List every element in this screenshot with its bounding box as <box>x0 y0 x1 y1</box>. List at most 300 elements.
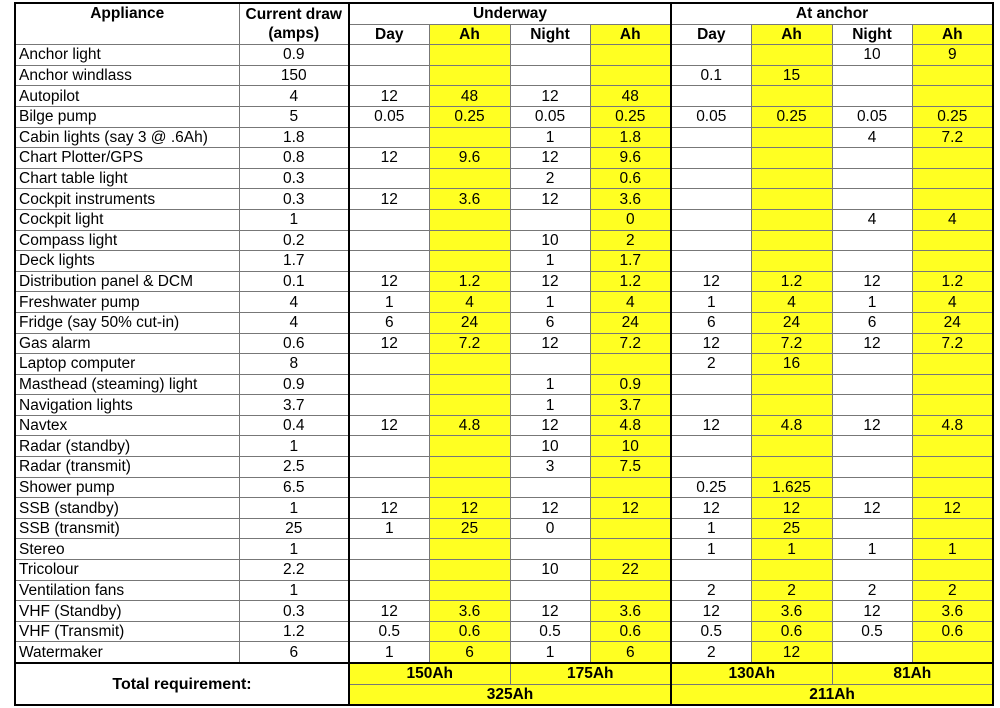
anchor-night-ah: 1 <box>912 539 993 560</box>
anchor-night-ah: 12 <box>912 498 993 519</box>
anchor-day-hours <box>671 189 751 210</box>
underway-night-hours: 12 <box>510 333 590 354</box>
underway-night-ah: 4.8 <box>590 415 671 436</box>
underway-night-hours: 1 <box>510 395 590 416</box>
underway-night-hours: 12 <box>510 86 590 107</box>
underway-night-ah: 7.2 <box>590 333 671 354</box>
current-draw-value: 150 <box>239 65 349 86</box>
anchor-night-hours <box>832 374 912 395</box>
appliance-name: Masthead (steaming) light <box>15 374 239 395</box>
underway-night-hours: 12 <box>510 148 590 169</box>
underway-night-ah: 4 <box>590 292 671 313</box>
anchor-night-hours <box>832 354 912 375</box>
underway-day-ah <box>429 395 510 416</box>
underway-day-hours <box>349 354 429 375</box>
underway-night-hours <box>510 209 590 230</box>
underway-night-hours <box>510 354 590 375</box>
underway-day-ah: 3.6 <box>429 601 510 622</box>
table-row <box>15 168 993 189</box>
current-draw-value: 1 <box>239 539 349 560</box>
appliance-rows <box>15 45 993 663</box>
anchor-night-hours: 0.05 <box>832 106 912 127</box>
underway-day-ah <box>429 251 510 272</box>
underway-day-hours <box>349 457 429 478</box>
current-draw-value: 2.5 <box>239 457 349 478</box>
anchor-day-ah <box>751 251 832 272</box>
underway-day-ah: 3.6 <box>429 189 510 210</box>
anchor-day-ah: 4 <box>751 292 832 313</box>
anchor-day-hours: 1 <box>671 292 751 313</box>
table-row <box>15 395 993 416</box>
underway-night-hours <box>510 65 590 86</box>
anchor-day-ah <box>751 560 832 581</box>
anchor-day-ah: 3.6 <box>751 601 832 622</box>
underway-day-hours: 1 <box>349 642 429 663</box>
underway-day-hours: 6 <box>349 312 429 333</box>
underway-day-hours: 1 <box>349 518 429 539</box>
appliance-name: Ventilation fans <box>15 580 239 601</box>
anchor-day-ah <box>751 230 832 251</box>
table-row <box>15 271 993 292</box>
current-draw-header-line1: Current draw <box>245 6 342 24</box>
anchor-night-ah: 9 <box>912 45 993 66</box>
anchor-day-hours: 0.1 <box>671 65 751 86</box>
anchor-day-ah: 0.6 <box>751 621 832 642</box>
table-row <box>15 230 993 251</box>
anchor-night-ah: 7.2 <box>912 127 993 148</box>
underway-day-hours: 12 <box>349 148 429 169</box>
anchor-day-ah: 1 <box>751 539 832 560</box>
anchor-night-hours: 4 <box>832 127 912 148</box>
anchor-day-ah: 12 <box>751 642 832 663</box>
current-draw-value: 0.2 <box>239 230 349 251</box>
anchor-day-ah <box>751 436 832 457</box>
current-draw-value: 1 <box>239 436 349 457</box>
appliance-name: Chart table light <box>15 168 239 189</box>
underway-night-hours: 10 <box>510 436 590 457</box>
underway-night-hours: 1 <box>510 127 590 148</box>
appliance-name: Watermaker <box>15 642 239 663</box>
appliance-name: Stereo <box>15 539 239 560</box>
anchor-day-ah: 0.25 <box>751 106 832 127</box>
anchor-night-ah <box>912 374 993 395</box>
anchor-day-hours: 12 <box>671 601 751 622</box>
underway-day-hours <box>349 230 429 251</box>
current-draw-header-line2: (amps) <box>268 25 320 43</box>
anchor-day-ah: 16 <box>751 354 832 375</box>
underway-night-ah: 2 <box>590 230 671 251</box>
anchor-day-ah <box>751 148 832 169</box>
anchor-day-header: Day <box>671 24 751 45</box>
anchor-day-hours: 12 <box>671 333 751 354</box>
underway-day-ah <box>429 457 510 478</box>
table-row <box>15 580 993 601</box>
underway-night-ah: 10 <box>590 436 671 457</box>
underway-day-ah <box>429 436 510 457</box>
current-draw-value: 6 <box>239 642 349 663</box>
appliance-name: Compass light <box>15 230 239 251</box>
anchor-night-ah: 3.6 <box>912 601 993 622</box>
anchor-night-ah <box>912 354 993 375</box>
underway-night-ah: 1.2 <box>590 271 671 292</box>
underway-day-hours <box>349 436 429 457</box>
anchor-day-hours <box>671 209 751 230</box>
power-budget-table <box>14 2 994 706</box>
current-draw-value: 3.7 <box>239 395 349 416</box>
anchor-night-hours <box>832 642 912 663</box>
table-row <box>15 601 993 622</box>
underway-day-hours: 12 <box>349 189 429 210</box>
underway-night-hours <box>510 477 590 498</box>
table-row <box>15 127 993 148</box>
anchor-night-hours <box>832 395 912 416</box>
anchor-day-ah <box>751 189 832 210</box>
current-draw-value: 0.3 <box>239 601 349 622</box>
anchor-night-hours <box>832 230 912 251</box>
underway-night-hours: 10 <box>510 560 590 581</box>
anchor-day-hours: 2 <box>671 642 751 663</box>
current-draw-value: 0.3 <box>239 168 349 189</box>
anchor-night-ah <box>912 168 993 189</box>
anchor-day-ah <box>751 86 832 107</box>
underway-day-ah: 48 <box>429 86 510 107</box>
anchor-night-ah <box>912 560 993 581</box>
anchor-day-ah: 24 <box>751 312 832 333</box>
underway-night-hours: 12 <box>510 271 590 292</box>
appliance-name: SSB (transmit) <box>15 518 239 539</box>
current-draw-value: 0.9 <box>239 45 349 66</box>
underway-day-ah <box>429 560 510 581</box>
underway-day-hours <box>349 65 429 86</box>
anchor-night-ah <box>912 457 993 478</box>
current-draw-value: 1.7 <box>239 251 349 272</box>
underway-day-hours: 12 <box>349 601 429 622</box>
underway-day-hours: 12 <box>349 498 429 519</box>
current-draw-value: 0.1 <box>239 271 349 292</box>
appliance-name: SSB (standby) <box>15 498 239 519</box>
anchor-night-ah: 24 <box>912 312 993 333</box>
underway-night-ah: 0.25 <box>590 106 671 127</box>
current-draw-value: 1.8 <box>239 127 349 148</box>
appliance-name: Gas alarm <box>15 333 239 354</box>
underway-night-ah: 0.9 <box>590 374 671 395</box>
underway-night-total: 175Ah <box>510 663 671 684</box>
underway-night-ah: 24 <box>590 312 671 333</box>
underway-day-hours <box>349 560 429 581</box>
table-row <box>15 189 993 210</box>
current-draw-value: 1.2 <box>239 621 349 642</box>
underway-night-ah: 6 <box>590 642 671 663</box>
current-draw-value: 0.8 <box>239 148 349 169</box>
anchor-night-ah <box>912 642 993 663</box>
anchor-night-ah: 0.25 <box>912 106 993 127</box>
underway-night-hours: 1 <box>510 251 590 272</box>
anchor-grand-total: 211Ah <box>671 684 993 705</box>
underway-night-hours <box>510 45 590 66</box>
underway-night-hours <box>510 539 590 560</box>
underway-day-hours <box>349 127 429 148</box>
appliance-name: VHF (Transmit) <box>15 621 239 642</box>
anchor-night-hours <box>832 436 912 457</box>
appliance-name: Autopilot <box>15 86 239 107</box>
underway-night-ah: 1.7 <box>590 251 671 272</box>
anchor-night-hours: 12 <box>832 271 912 292</box>
underway-day-ah <box>429 209 510 230</box>
underway-day-ah: 6 <box>429 642 510 663</box>
anchor-day-ah <box>751 168 832 189</box>
anchor-night-hours: 12 <box>832 415 912 436</box>
anchor-day-hours <box>671 395 751 416</box>
anchor-day-hours <box>671 374 751 395</box>
anchor-night-hours <box>832 560 912 581</box>
anchor-day-ah <box>751 374 832 395</box>
underway-day-hours <box>349 251 429 272</box>
appliance-name: VHF (Standby) <box>15 601 239 622</box>
underway-day-hours: 12 <box>349 86 429 107</box>
anchor-night-hours: 4 <box>832 209 912 230</box>
anchor-day-ah: 25 <box>751 518 832 539</box>
current-draw-value: 25 <box>239 518 349 539</box>
anchor-night-ah: 1.2 <box>912 271 993 292</box>
total-requirement-label: Total requirement: <box>15 663 349 705</box>
underway-night-ah <box>590 354 671 375</box>
underway-night-ah <box>590 477 671 498</box>
table-row <box>15 477 993 498</box>
underway-night-ah: 0.6 <box>590 621 671 642</box>
table-row <box>15 148 993 169</box>
anchor-day-ah <box>751 127 832 148</box>
current-draw-value: 1 <box>239 580 349 601</box>
appliance-name: Freshwater pump <box>15 292 239 313</box>
anchor-night-total: 81Ah <box>832 663 993 684</box>
underway-night-hours: 12 <box>510 189 590 210</box>
anchor-night-ah <box>912 251 993 272</box>
anchor-day-ah <box>751 395 832 416</box>
underway-night-ah: 22 <box>590 560 671 581</box>
underway-day-ah: 12 <box>429 498 510 519</box>
underway-night-hours: 1 <box>510 292 590 313</box>
anchor-day-total: 130Ah <box>671 663 832 684</box>
table-row <box>15 518 993 539</box>
anchor-night-hours: 10 <box>832 45 912 66</box>
anchor-night-hours <box>832 65 912 86</box>
table-row <box>15 374 993 395</box>
underway-night-ah <box>590 45 671 66</box>
underway-night-ah: 1.8 <box>590 127 671 148</box>
anchor-night-hours: 0.5 <box>832 621 912 642</box>
appliance-header: Appliance <box>15 3 239 45</box>
underway-night-ah: 0 <box>590 209 671 230</box>
underway-night-header: Night <box>510 24 590 45</box>
underway-day-ah <box>429 230 510 251</box>
underway-night-hours: 0.5 <box>510 621 590 642</box>
table-row <box>15 65 993 86</box>
underway-night-hours: 0 <box>510 518 590 539</box>
underway-day-hours <box>349 539 429 560</box>
underway-night-hours: 3 <box>510 457 590 478</box>
table-row <box>15 642 993 663</box>
underway-day-hours <box>349 580 429 601</box>
table-row <box>15 560 993 581</box>
underway-night-hours: 12 <box>510 415 590 436</box>
anchor-night-ah <box>912 395 993 416</box>
anchor-night-ah <box>912 518 993 539</box>
table-row <box>15 415 993 436</box>
anchor-day-ah <box>751 209 832 230</box>
anchor-day-hours: 2 <box>671 580 751 601</box>
underway-night-hours: 1 <box>510 642 590 663</box>
table-row <box>15 498 993 519</box>
at-anchor-header: At anchor <box>671 3 993 24</box>
underway-night-hours: 1 <box>510 374 590 395</box>
underway-day-ah <box>429 539 510 560</box>
underway-day-ah <box>429 168 510 189</box>
underway-night-ah: 48 <box>590 86 671 107</box>
current-draw-value: 0.9 <box>239 374 349 395</box>
anchor-night-hours <box>832 148 912 169</box>
anchor-day-hours: 6 <box>671 312 751 333</box>
table-row <box>15 292 993 313</box>
anchor-day-hours <box>671 230 751 251</box>
anchor-day-ah <box>751 45 832 66</box>
underway-day-ah: 24 <box>429 312 510 333</box>
current-draw-value: 0.3 <box>239 189 349 210</box>
anchor-day-hours: 12 <box>671 498 751 519</box>
anchor-day-hours: 2 <box>671 354 751 375</box>
underway-night-hours: 6 <box>510 312 590 333</box>
table-row <box>15 333 993 354</box>
underway-night-ah: 12 <box>590 498 671 519</box>
underway-day-ah <box>429 477 510 498</box>
underway-day-ah <box>429 45 510 66</box>
anchor-day-hours: 12 <box>671 271 751 292</box>
anchor-day-ah: 1.2 <box>751 271 832 292</box>
underway-day-ah-header: Ah <box>429 24 510 45</box>
underway-night-ah: 0.6 <box>590 168 671 189</box>
table-row <box>15 539 993 560</box>
appliance-name: Distribution panel & DCM <box>15 271 239 292</box>
anchor-day-hours <box>671 436 751 457</box>
anchor-night-hours: 1 <box>832 292 912 313</box>
anchor-day-ah: 4.8 <box>751 415 832 436</box>
table-row <box>15 86 993 107</box>
anchor-night-ah <box>912 436 993 457</box>
anchor-night-ah <box>912 65 993 86</box>
anchor-day-hours: 1 <box>671 539 751 560</box>
anchor-day-hours <box>671 127 751 148</box>
table-row <box>15 209 993 230</box>
anchor-day-hours <box>671 457 751 478</box>
current-draw-value: 2.2 <box>239 560 349 581</box>
appliance-name: Anchor windlass <box>15 65 239 86</box>
anchor-night-ah: 7.2 <box>912 333 993 354</box>
anchor-night-ah: 4.8 <box>912 415 993 436</box>
anchor-night-ah: 4 <box>912 292 993 313</box>
underway-night-ah: 3.7 <box>590 395 671 416</box>
anchor-day-hours: 12 <box>671 415 751 436</box>
underway-day-ah <box>429 354 510 375</box>
anchor-night-ah: 0.6 <box>912 621 993 642</box>
appliance-name: Tricolour <box>15 560 239 581</box>
underway-night-ah-header: Ah <box>590 24 671 45</box>
anchor-night-hours <box>832 477 912 498</box>
underway-day-hours: 1 <box>349 292 429 313</box>
anchor-day-hours <box>671 168 751 189</box>
anchor-day-hours <box>671 86 751 107</box>
underway-day-hours <box>349 209 429 230</box>
anchor-night-hours: 12 <box>832 333 912 354</box>
underway-day-ah <box>429 65 510 86</box>
anchor-night-ah: 4 <box>912 209 993 230</box>
anchor-night-ah: 2 <box>912 580 993 601</box>
underway-day-hours <box>349 374 429 395</box>
anchor-night-hours <box>832 86 912 107</box>
underway-day-hours <box>349 45 429 66</box>
underway-night-hours: 12 <box>510 601 590 622</box>
anchor-day-ah: 1.625 <box>751 477 832 498</box>
underway-day-hours: 0.5 <box>349 621 429 642</box>
table-row <box>15 251 993 272</box>
appliance-name: Navtex <box>15 415 239 436</box>
table-row <box>15 354 993 375</box>
table-row <box>15 457 993 478</box>
anchor-night-ah <box>912 86 993 107</box>
underway-day-ah: 4 <box>429 292 510 313</box>
underway-night-ah <box>590 518 671 539</box>
appliance-name: Cabin lights (say 3 @ .6Ah) <box>15 127 239 148</box>
anchor-night-ah <box>912 477 993 498</box>
current-draw-value: 0.4 <box>239 415 349 436</box>
underway-day-hours <box>349 477 429 498</box>
current-draw-value: 6.5 <box>239 477 349 498</box>
table-row <box>15 312 993 333</box>
appliance-name: Cockpit instruments <box>15 189 239 210</box>
underway-day-ah: 7.2 <box>429 333 510 354</box>
appliance-name: Cockpit light <box>15 209 239 230</box>
current-draw-value: 8 <box>239 354 349 375</box>
underway-day-header: Day <box>349 24 429 45</box>
anchor-night-hours <box>832 168 912 189</box>
underway-day-hours <box>349 168 429 189</box>
anchor-night-header: Night <box>832 24 912 45</box>
anchor-night-ah <box>912 148 993 169</box>
anchor-day-ah-header: Ah <box>751 24 832 45</box>
table-row <box>15 436 993 457</box>
anchor-day-ah: 7.2 <box>751 333 832 354</box>
underway-day-hours: 0.05 <box>349 106 429 127</box>
appliance-name: Navigation lights <box>15 395 239 416</box>
anchor-day-hours: 0.05 <box>671 106 751 127</box>
appliance-name: Bilge pump <box>15 106 239 127</box>
underway-night-hours: 2 <box>510 168 590 189</box>
underway-night-ah <box>590 539 671 560</box>
anchor-day-ah: 2 <box>751 580 832 601</box>
table-row <box>15 45 993 66</box>
underway-day-hours: 12 <box>349 333 429 354</box>
underway-grand-total: 325Ah <box>349 684 671 705</box>
anchor-day-ah: 15 <box>751 65 832 86</box>
underway-day-ah <box>429 580 510 601</box>
underway-day-ah: 9.6 <box>429 148 510 169</box>
current-draw-value: 1 <box>239 498 349 519</box>
anchor-day-hours: 0.5 <box>671 621 751 642</box>
underway-header: Underway <box>349 3 671 24</box>
anchor-night-hours: 1 <box>832 539 912 560</box>
underway-day-ah: 25 <box>429 518 510 539</box>
anchor-night-ah <box>912 189 993 210</box>
underway-night-ah: 3.6 <box>590 601 671 622</box>
anchor-night-ah <box>912 230 993 251</box>
